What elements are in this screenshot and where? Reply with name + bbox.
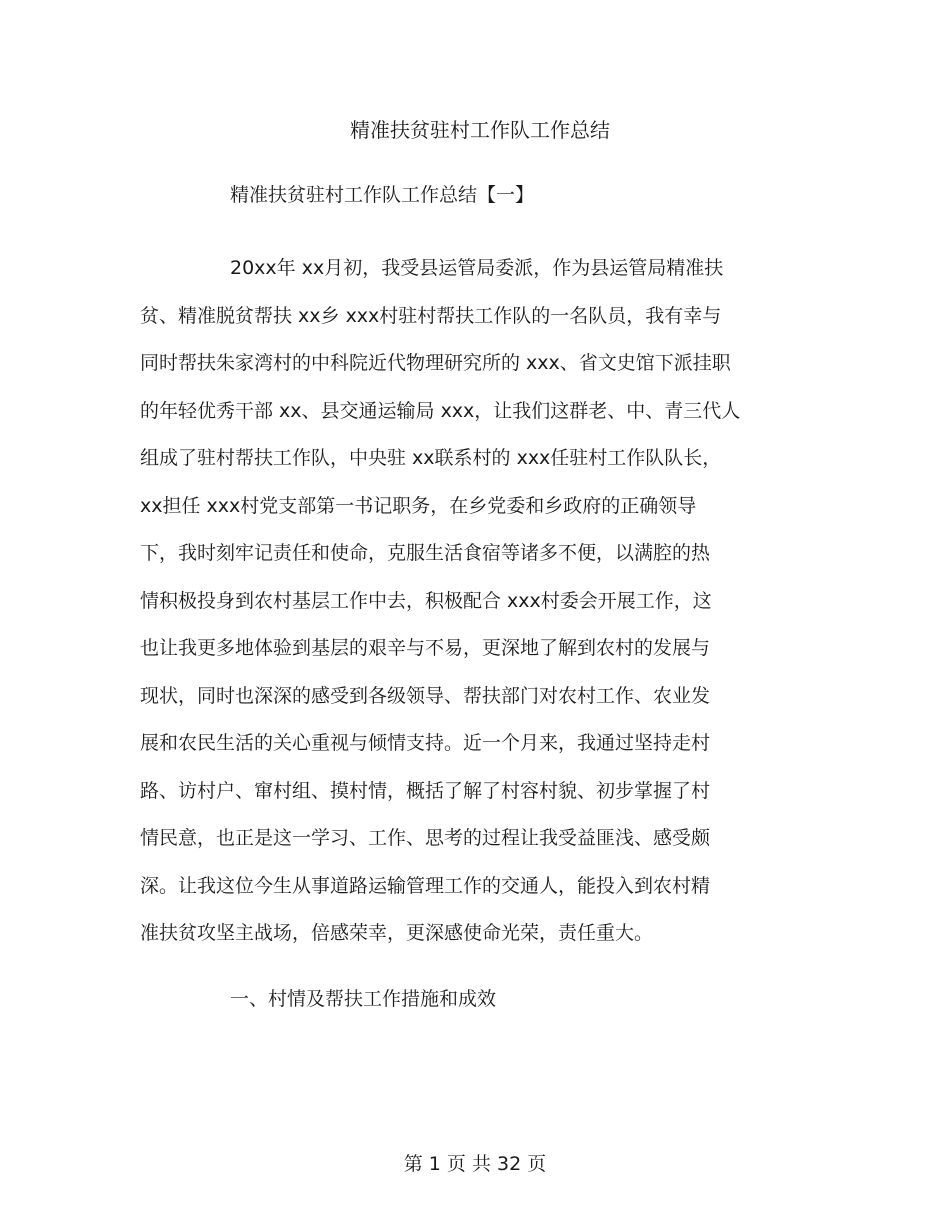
paragraph-line: 组成了驻村帮扶工作队，中央驻 xx联系村的 xxx任驻村工作队队长，	[140, 447, 722, 469]
paragraph-line: 同时帮扶朱家湾村的中科院近代物理研究所的 xxx、省文史馆下派挂职	[140, 352, 731, 374]
subsection-heading: 一、村情及帮扶工作措施和成效	[230, 988, 497, 1010]
paragraph-line: 20xx年 xx月初，我受县运管局委派，作为县运管局精准扶	[230, 257, 724, 279]
section-heading: 精准扶贫驻村工作队工作总结【一】	[230, 184, 535, 206]
document-title: 精准扶贫驻村工作队工作总结	[350, 118, 610, 142]
paragraph-line: 贫、精准脱贫帮扶 xx乡 xxx村驻村帮扶工作队的一名队员，我有幸与	[140, 304, 722, 327]
paragraph-line: 现状，同时也深深的感受到各级领导、帮扶部门对农村工作、农业发	[140, 684, 711, 707]
paragraph-line: 展和农民生活的关心重视与倾情支持。近一个月来，我通过坚持走村	[140, 732, 711, 754]
page-footer: 第 1 页 共 32 页	[403, 1153, 547, 1175]
paragraph-line: 路、访村户、窜村组、摸村情，概括了解了村容村貌、初步掌握了村	[140, 779, 711, 802]
paragraph-line: xx担任 xxx村党支部第一书记职务，在乡党委和乡政府的正确领导	[140, 494, 697, 517]
paragraph-line: 的年轻优秀干部 xx、县交通运输局 xxx，让我们这群老、中、青三代人	[140, 399, 741, 422]
paragraph-line: 深。让我这位今生从事道路运输管理工作的交通人，能投入到农村精	[140, 874, 711, 897]
paragraph-line: 情积极投身到农村基层工作中去，积极配合 xxx村委会开展工作，这	[140, 589, 712, 612]
paragraph-line: 情民意，也正是这一学习、工作、思考的过程让我受益匪浅、感受颇	[140, 827, 711, 849]
paragraph-line: 准扶贫攻坚主战场，倍感荣幸，更深感使命光荣，责任重大。	[140, 922, 654, 944]
body-paragraph	[140, 254, 820, 967]
paragraph-line: 也让我更多地体验到基层的艰辛与不易，更深地了解到农村的发展与	[140, 637, 711, 659]
paragraph-line: 下，我时刻牢记责任和使命，克服生活食宿等诸多不便，以满腔的热	[140, 542, 711, 564]
